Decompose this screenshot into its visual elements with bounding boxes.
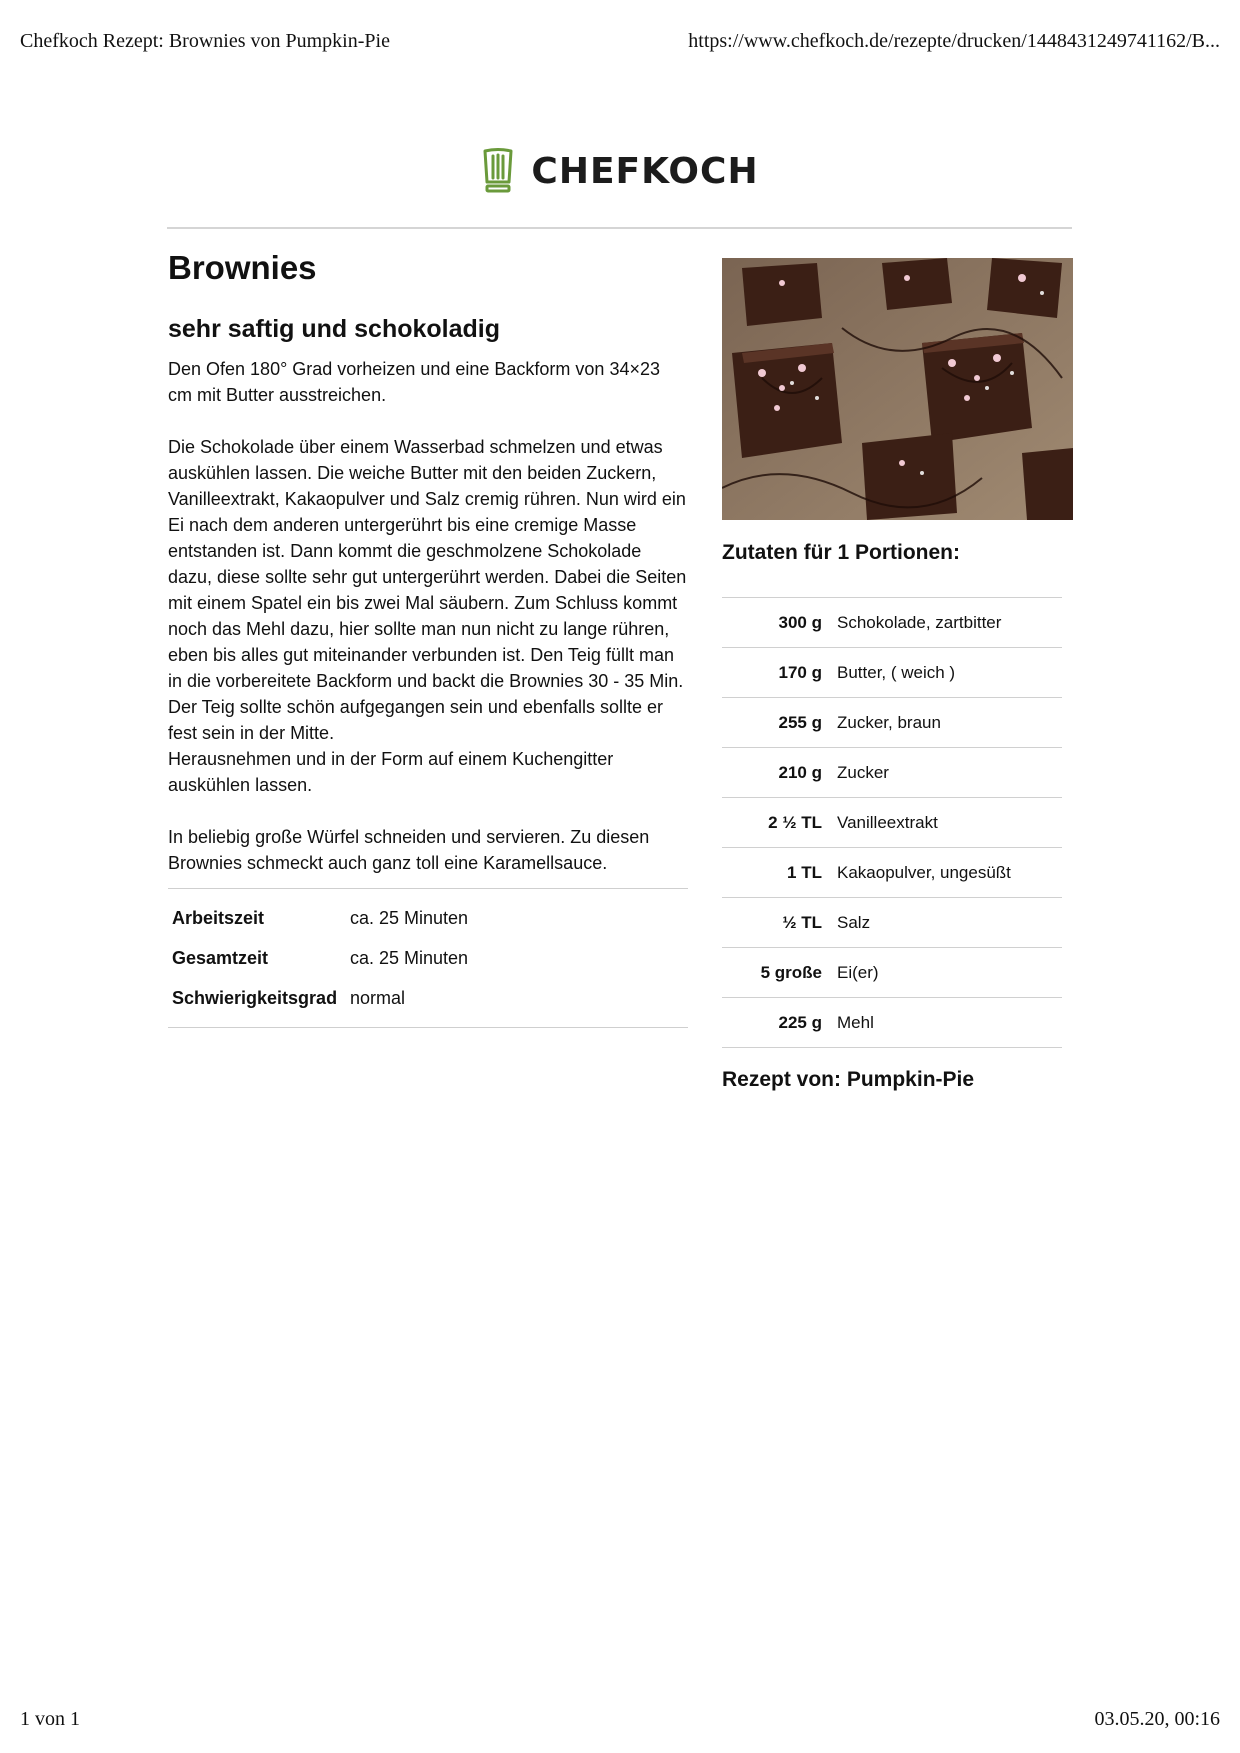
ingredient-row [722,798,1062,848]
meta-row [168,939,472,979]
ingredient-row [722,948,1062,998]
meta-divider-top [168,888,688,889]
ingredients-table [722,597,1062,1048]
ingredient-amount: 170 g [778,662,822,682]
ingredient-name: Kakaopulver, ungesüßt [837,862,1011,882]
meta-label: Schwierigkeitsgrad [172,987,338,1008]
ingredients-heading: Zutaten für 1 Portionen: [722,541,960,564]
recipe-instructions [168,356,688,876]
ingredient-row [722,698,1062,748]
ingredient-amount: ½ TL [782,912,822,932]
ingredient-amount: 2 ½ TL [768,812,822,832]
print-footer [20,1708,1220,1731]
recipe-subtitle: sehr saftig und schokoladig [168,314,500,343]
print-header [20,30,1220,53]
ingredient-name: Butter, ( weich ) [837,662,956,682]
ingredient-amount: 5 große [760,962,822,982]
chefkoch-logo [0,148,1240,194]
ingredients-section [722,538,1062,1094]
instruction-paragraph: In beliebig große Würfel schneiden und servieren. Zu diesen Brownies schmeckt auch ganz toll eine Karamellsauce. [168,826,650,873]
print-footer-datetime: 03.05.20, 00:16 [1094,1708,1220,1730]
ingredient-row [722,648,1062,698]
ingredient-row [722,898,1062,948]
ingredient-name: Zucker [837,762,889,782]
recipe-author: Rezept von: Pumpkin-Pie [722,1068,975,1091]
ingredient-name: Ei(er) [837,962,879,982]
ingredient-amount: 1 TL [787,862,822,882]
meta-value: ca. 25 Minuten [350,947,469,968]
recipe-main-column [168,240,688,1028]
instruction-paragraph: Die Schokolade über einem Wasserbad schmelzen und etwas auskühlen lassen. Die weiche Butter mit den beiden Zuckern, Vanilleextrakt, Kakaopulver und Salz cremig rühren. Nun wird ein Ei nach dem anderen untergerührt bis eine cremige Masse entstanden ist. Dann kommt die geschmolzene Schokolade dazu, diese sollte sehr gut untergerührt werden. Dabei die Seiten mit einem Spatel ein bis zwei Mal säubern. Zum Schluss kommt noch das Mehl dazu, hier sollte man nun nicht zu lange rühren, eben bis alles gut miteinander verbunden ist. Den Teig füllt man in die vorbereitete Backform und backt die Brownies 30 - 35 Min. Der Teig sollte schön aufgegangen sein und ebenfalls sollte er fest sein in der Mitte. [168,436,687,743]
print-header-url: https://www.chefkoch.de/rezepte/drucken/1448431249741162/B... [688,30,1220,52]
meta-value: ca. 25 Minuten [350,907,469,928]
ingredient-name: Vanilleextrakt [837,812,938,832]
ingredient-amount: 255 g [778,712,822,732]
logo-text: CHEFKOCH [531,150,759,192]
recipe-title: Brownies [168,249,317,286]
ingredient-amount: 225 g [778,1012,822,1032]
print-header-title: Chefkoch Rezept: Brownies von Pumpkin-Pie [20,30,390,52]
ingredient-row [722,598,1062,648]
instruction-paragraph: Den Ofen 180° Grad vorheizen und eine Backform von 34×23 cm mit Butter ausstreichen. [168,358,661,405]
ingredient-row [722,998,1062,1048]
print-footer-page: 1 von 1 [20,1708,80,1730]
header-divider [167,227,1072,229]
ingredient-row [722,748,1062,798]
ingredient-name: Mehl [837,1012,874,1032]
recipe-meta-table [168,899,472,1019]
meta-row [168,899,472,939]
recipe-photo [722,258,1073,520]
instruction-paragraph: Herausnehmen und in der Form auf einem Kuchengitter auskühlen lassen. [168,748,614,795]
meta-row [168,979,472,1019]
brownies-photo-illustration [722,258,1073,520]
meta-value: normal [350,987,406,1008]
ingredient-name: Zucker, braun [837,712,941,732]
ingredient-name: Salz [837,912,871,932]
chef-hat-icon [481,148,515,194]
ingredient-amount: 300 g [778,612,822,632]
meta-label: Gesamtzeit [172,947,269,968]
ingredient-amount: 210 g [778,762,822,782]
meta-label: Arbeitszeit [172,907,265,928]
ingredient-row [722,848,1062,898]
meta-divider-bottom [168,1027,688,1028]
ingredient-name: Schokolade, zartbitter [837,612,1002,632]
